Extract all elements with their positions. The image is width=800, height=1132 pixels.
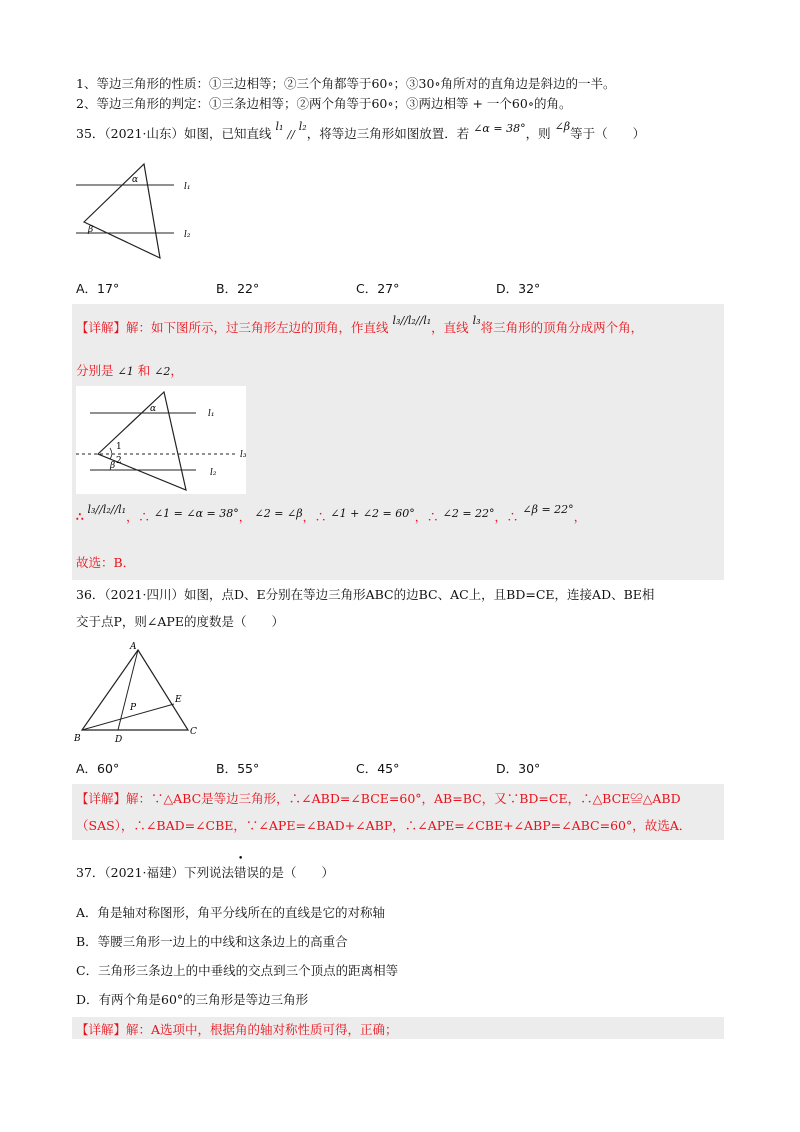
q35-solution-line1 xyxy=(76,314,644,336)
solution-l1-label: l₁ xyxy=(208,409,215,419)
solution-alpha-label: α xyxy=(150,404,157,414)
q35-solution-tag: 【详解】 xyxy=(76,320,127,335)
q35-figure xyxy=(76,160,206,260)
q35-solution-parallel: l₃//l₂//l₁ xyxy=(392,314,432,327)
beta-value-step: ∠β = 22° xyxy=(522,503,574,516)
q37-option-d: D．有两个角是60°的三角形是等边三角形 xyxy=(76,992,309,1007)
q36-option-b: B．55° xyxy=(216,761,260,776)
angle1-step: ∠1 = ∠α = 38° xyxy=(153,507,239,520)
step-sep-6: ， xyxy=(573,510,586,524)
q35-option-b: B．22° xyxy=(216,281,260,296)
q35-beta-expr: ∠β xyxy=(554,120,571,133)
q37-option-c: C．三角形三条边上的中垂线的交点到三个顶点的距离相等 xyxy=(76,963,399,978)
q35-l2: l₂ xyxy=(298,120,307,133)
q37-emphasized-word: 错误 xyxy=(233,865,259,880)
label-a: A xyxy=(130,642,137,652)
q36-option-c: C．45° xyxy=(356,761,400,776)
q37-solution-line1 xyxy=(76,1020,398,1038)
q35-solution-steps xyxy=(76,503,586,525)
q36-figure xyxy=(72,640,212,744)
angle2-beta-step: ∠2 = ∠β xyxy=(254,507,303,520)
q35-beta-label: β xyxy=(88,225,94,235)
q35-solution-text-b: ，直线 xyxy=(431,320,469,335)
therefore-symbol: ∴ xyxy=(76,510,84,524)
q37-option-b: B．等腰三角形一边上的中线和这条边上的高重合 xyxy=(76,934,348,949)
step-sep-3: ，∴ xyxy=(302,510,327,524)
q35-solution-line2 xyxy=(76,361,183,379)
q36-option-d: D．30° xyxy=(496,761,541,776)
q35-number: 35． xyxy=(76,126,105,141)
solution-beta-label: β xyxy=(110,461,116,471)
angle-sum-step: ∠1 + ∠2 = 60° xyxy=(330,507,415,520)
q37-stem-text-b: 的是（ ） xyxy=(258,865,334,880)
q35-stem-text-a: 如图，已知直线 xyxy=(183,126,272,141)
q35-solution-text-a: 解：如下图所示，过三角形左边的顶角，作直线 xyxy=(126,320,389,335)
q35-solution-and: 和 xyxy=(137,363,151,378)
label-c: C xyxy=(190,727,197,737)
q35-stem xyxy=(76,120,646,142)
q35-l1-label: l₁ xyxy=(184,182,191,192)
q35-solution-text-c: 将三角形的顶角分成两个角， xyxy=(480,320,644,335)
q35-triangle xyxy=(84,164,160,258)
q35-solution-comma: ， xyxy=(170,363,183,378)
label-e: E xyxy=(175,695,182,705)
q36-stem-line2: 交于点P，则∠APE的度数是（ ） xyxy=(76,614,284,629)
segment-be xyxy=(82,704,174,730)
q35-alpha-expr: ∠α = 38° xyxy=(473,122,526,135)
segment-ad xyxy=(118,650,138,730)
q35-angle2: ∠2 xyxy=(154,365,171,378)
q35-stem-text-d: 等于（ ） xyxy=(570,126,646,141)
q35-l2-label: l₂ xyxy=(184,230,191,240)
q35-solution-figure xyxy=(76,386,246,494)
q36-option-a: A．60° xyxy=(76,761,120,776)
q35-solution-text-d: 分别是 xyxy=(76,363,114,378)
criteria-line: 2、等边三角形的判定：①三条边相等；②两个角等于60∘；③两边相等 + 一个60∘的角。 xyxy=(76,96,572,111)
q36-solution-line2: （SAS），∴∠BAD=∠CBE，∵∠APE=∠BAD+∠ABP，∴∠APE=∠CBE+∠ABP=∠ABC=60°，故选A． xyxy=(76,818,692,833)
q37-solution-tag: 【详解】 xyxy=(76,1022,127,1037)
step-sep-5: ，∴ xyxy=(494,510,519,524)
angle1-arc xyxy=(110,448,112,454)
q35-alpha-label: α xyxy=(132,175,139,185)
step-sep-4: ，∴ xyxy=(414,510,439,524)
solution-l3-label: l₃ xyxy=(240,450,246,460)
solution-angle2-label: 2 xyxy=(116,456,122,466)
q35-stem-text-c: ，则 xyxy=(525,126,551,141)
q35-source: （2021·山东） xyxy=(104,126,184,141)
q35-stem-text-b: ，将等边三角形如图放置．若 xyxy=(306,126,470,141)
q37-solution-text1: 解：A选项中，根据角的轴对称性质可得，正确； xyxy=(126,1022,398,1037)
label-d: D xyxy=(115,735,123,744)
q37-option-a: A．角是轴对称图形，角平分线所在的直线是它的对称轴 xyxy=(76,905,386,920)
property-line: 1、等边三角形的性质：①三边相等；②三个角都等于60∘；③30∘角所对的直角边是斜边的一半。 xyxy=(76,76,616,91)
q36-stem-line1: 36．（2021·四川）如图，点D、E分别在等边三角形ABC的边BC、AC上，且BD=CE，连接AD、BE相 xyxy=(76,587,655,602)
solution-angle1-label: 1 xyxy=(116,442,122,452)
q35-angle1: ∠1 xyxy=(117,365,134,378)
q37-stem-text-a: 37．（2021·福建）下列说法 xyxy=(76,865,234,880)
angle2-value-step: ∠2 = 22° xyxy=(442,507,495,520)
solution-triangle xyxy=(98,392,186,490)
step-sep-1: ，∴ xyxy=(126,510,151,524)
step-sep-2: ， xyxy=(238,510,251,524)
q36-solution-tag: 【详解】 xyxy=(76,791,127,806)
q35-option-c: C．27° xyxy=(356,281,400,296)
q35-solution-l3: l₃ xyxy=(472,314,481,327)
q35-option-a: A．17° xyxy=(76,281,120,296)
q36-solution-line1 xyxy=(76,789,681,807)
q35-option-d: D．32° xyxy=(496,281,541,296)
solution-l2-label: l₂ xyxy=(210,468,217,478)
parallel-step: l₃//l₂//l₁ xyxy=(87,503,127,516)
q37-stem xyxy=(76,863,334,881)
q35-l1: l₁ xyxy=(275,120,284,133)
label-p: P xyxy=(130,703,137,713)
q36-solution-text1: 解：∵△ABC是等边三角形，∴∠ABD=∠BCE=60°，AB=BC，又∵BD=CE，∴△BCE≌△ABD xyxy=(126,791,681,806)
q35-answer: 故选：B． xyxy=(76,555,136,570)
q35-parallel: // xyxy=(287,128,295,141)
angle2-arc xyxy=(110,454,112,459)
label-b: B xyxy=(74,734,81,744)
